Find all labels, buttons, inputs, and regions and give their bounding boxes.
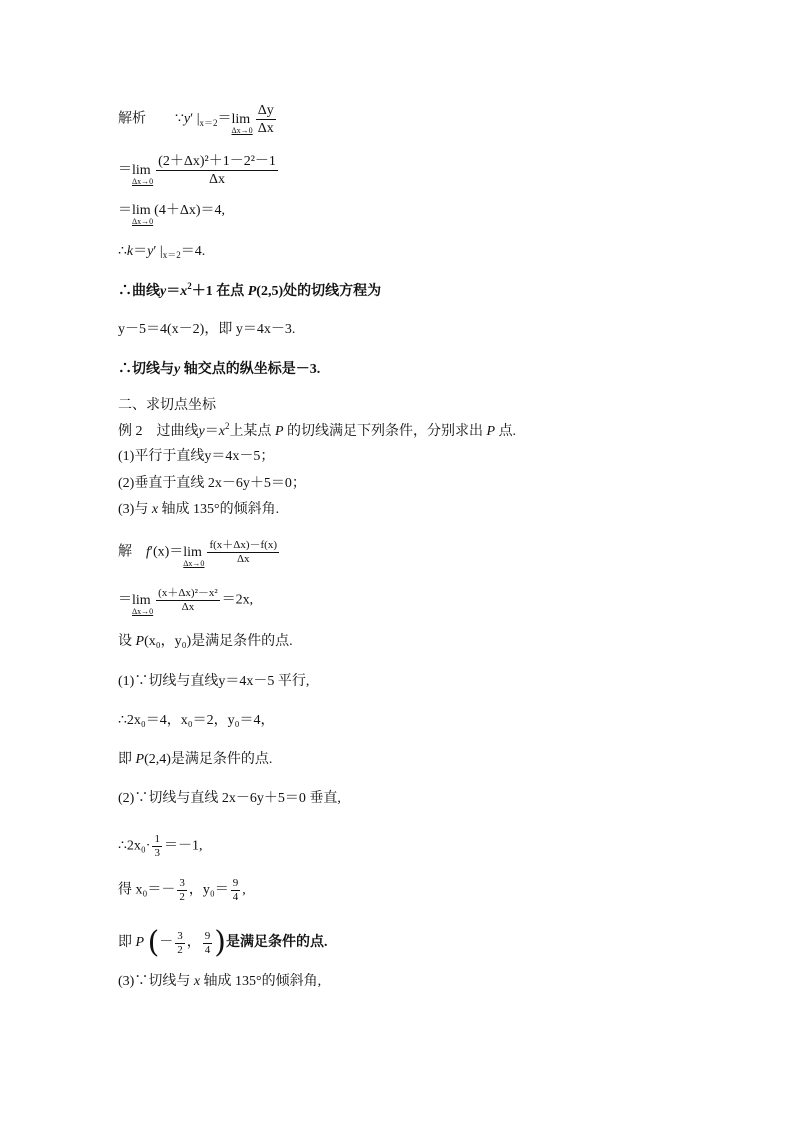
solution-2-line-1: 解 f′(x)＝lim Δx→0 $\frac{f(x+\Delta x)-f(x)}{\Delta x}$ — [118, 539, 278, 568]
fraction: $\frac{9}{4}$ — [232, 877, 239, 903]
solution-line-1: 解析 ∵y′ $|_{x=2}=\lim$ Δx→0 $\frac{\Delta y}{\Delta x}$ — [118, 103, 274, 136]
solution-2-line-9: 得 x₀＝－ $\frac{3}{2}$ ，y₀＝ $\frac{9}{4}$ , — [118, 877, 246, 903]
solution-2-line-11: (3)∵切线与 x 轴成 135°的倾斜角, — [118, 974, 322, 989]
solution-2-line-4: (1)∵切线与直线y＝4x－5 平行, — [118, 674, 310, 689]
fraction: $\frac{\Delta y}{\Delta x}$ — [257, 103, 274, 136]
example-2-statement: 例 2 过曲线$y=x^2$上某点 P 的切线满足下列条件，分别求出 P 点. — [118, 421, 517, 439]
label-jiexi: 解析 — [118, 111, 146, 127]
solution-line-6: y－5＝4(x－2)，即 y＝4x－3. — [118, 322, 296, 337]
solution-line-7: ∴切线与y 轴交点的纵坐标是－3. — [118, 362, 321, 377]
solution-2-line-3: 设 P(x₀，y₀)是满足条件的点. — [118, 634, 293, 649]
fraction: $\frac{3}{2}$ — [177, 929, 183, 956]
solution-2-line-6: 即 P(2,4)是满足条件的点. — [118, 752, 273, 767]
solution-line-2: ＝lim Δx→0 $\frac{\text{(2＋Δx)²＋1－2²－1}}{\Delta x}$ — [118, 154, 276, 187]
condition-2: (2)垂直于直线 2x－6y＋5＝0； — [118, 476, 306, 491]
solution-line-4: ∴k＝y′ $|_{x=2}=4$. — [118, 244, 206, 260]
solution-line-3: ＝lim Δx→0 (4＋Δx)＝4, — [118, 203, 225, 226]
limit-operator: lim Δx→0 — [132, 162, 154, 186]
solution-2-line-7: (2)∵切线与直线 2x－6y＋5＝0 垂直, — [118, 791, 341, 806]
condition-1: (1)平行于直线y＝4x－5； — [118, 449, 275, 464]
fraction: $\frac{\text{(2＋Δx)²＋1－2²－1}}{\Delta x}$ — [158, 154, 276, 187]
section-heading: 二、求切点坐标 — [118, 398, 216, 413]
solution-2-line-2: ＝lim Δx→0 $\frac{\text{(x＋Δx)²－x²}}{\Delta x}$ ＝2x, — [118, 587, 254, 616]
solution-2-line-5: ∴2x₀＝4，x₀＝2，y₀＝4， — [118, 713, 275, 728]
limit-operator: lim Δx→0 — [132, 203, 154, 226]
fraction: $\frac{9}{4}$ — [204, 929, 211, 956]
limit-operator: lim Δx→0 — [183, 544, 205, 568]
solution-line-5: ∴曲线$y=x^2+1$ 在点 P(2,5)处的切线方程为 — [118, 281, 382, 299]
solution-2-line-8: ∴2x₀· $\frac{1}{3}$ ＝－1, — [118, 833, 203, 859]
fraction: $\frac{1}{3}$ — [154, 833, 160, 859]
solution-2-line-10: 即 P (－ $\frac{3}{2}$ ， $\frac{9}{4}$ )是满足条件的点. — [118, 925, 328, 960]
fraction: $\frac{3}{2}$ — [179, 877, 185, 903]
fraction: $\frac{f(x+\Delta x)-f(x)}{\Delta x}$ — [209, 539, 278, 565]
fraction: $\frac{\text{(x＋Δx)²－x²}}{\Delta x}$ — [158, 587, 218, 613]
condition-3: (3)与 x 轴成 135°的倾斜角. — [118, 502, 280, 517]
limit-operator: lim Δx→0 — [231, 111, 253, 135]
limit-operator: lim Δx→0 — [132, 592, 154, 616]
